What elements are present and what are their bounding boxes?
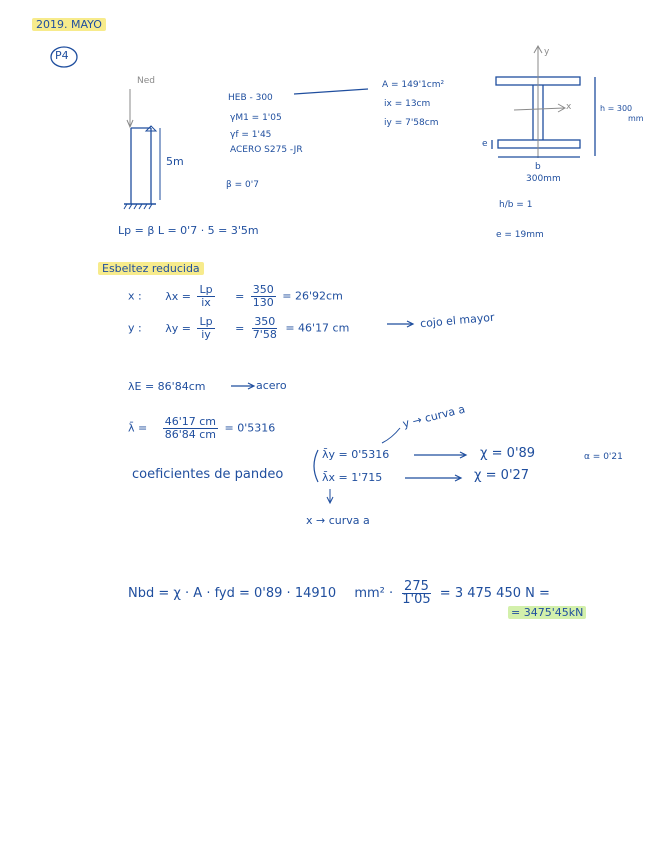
lambda-bar-num: 46'17 cm bbox=[164, 415, 217, 428]
y-axis-label: y bbox=[544, 47, 550, 57]
steel-grade: ACERO S275 -JR bbox=[230, 145, 303, 155]
slenderness-x bbox=[128, 284, 343, 309]
section-title-text: Esbeltez reducida bbox=[98, 262, 204, 275]
lambda-y-bar: λ̄y = 0'5316 bbox=[322, 448, 390, 461]
lambda-y-den: 7'58 bbox=[252, 328, 277, 341]
lambda-y-result: = 46'17 cm bbox=[285, 321, 350, 335]
nbd-result: = 3 475 450 N = bbox=[439, 586, 550, 601]
nbd-lhs: Nbd = χ · A · fyd = 0'89 · 14910 bbox=[128, 586, 337, 601]
lambda-x: λx = bbox=[165, 289, 191, 303]
h-unit: mm bbox=[628, 114, 644, 123]
y-axis-tag: y : bbox=[128, 321, 142, 335]
date-header bbox=[32, 18, 106, 31]
b-value: 300mm bbox=[526, 174, 561, 184]
nbd-num: 275 bbox=[404, 579, 429, 594]
alpha-value: α = 0'21 bbox=[584, 452, 623, 462]
lambda-bar-fraction bbox=[163, 416, 218, 441]
beta-value: β = 0'7 bbox=[226, 180, 259, 190]
section-title bbox=[98, 262, 204, 275]
nbd-den: 1'05 bbox=[402, 592, 431, 607]
chi-x: χ = 0'27 bbox=[474, 468, 530, 483]
date-text: 2019. MAYO bbox=[32, 18, 106, 31]
problem-label: P4 bbox=[55, 49, 69, 62]
x-axis-tag: x : bbox=[128, 289, 142, 303]
lambda-bar-result: = 0'5316 bbox=[224, 421, 276, 435]
lambda-bar-label: λ̄ = bbox=[128, 421, 148, 435]
area-value: A = 149'1cm² bbox=[382, 80, 445, 90]
h-b-ratio: h/b = 1 bbox=[499, 200, 533, 210]
coef-title: coeficientes de pandeo bbox=[132, 467, 284, 482]
e-value: e = 19mm bbox=[496, 230, 544, 240]
lambda-x-frac-num: Lp bbox=[199, 283, 213, 296]
lambda-bar-den: 86'84 cm bbox=[164, 428, 217, 441]
lambda-x-bar: λ̄x = 1'715 bbox=[322, 471, 383, 484]
lambda-bar bbox=[128, 416, 275, 441]
ix-value: ix = 13cm bbox=[384, 99, 431, 109]
lambda-y-num: 350 bbox=[254, 315, 276, 328]
curva-top-note: y → curva a bbox=[401, 402, 467, 431]
nbd-final-text: = 3475'45kN bbox=[508, 606, 586, 619]
lambda-y-eq: = bbox=[235, 321, 245, 335]
lambda-x-eq: = bbox=[235, 289, 245, 303]
nbd-unit: mm² · bbox=[354, 586, 394, 601]
x-axis-label: x bbox=[566, 102, 572, 112]
i-section-sketch bbox=[492, 46, 595, 158]
gamma-m1: γM1 = 1'05 bbox=[230, 113, 282, 123]
nbd-equation bbox=[128, 581, 550, 606]
lambda-x-fraction bbox=[197, 284, 214, 309]
lambda-y-frac-num: Lp bbox=[199, 315, 213, 328]
slenderness-y bbox=[128, 316, 349, 341]
curva-arrow bbox=[382, 428, 400, 443]
lambda-x-values bbox=[251, 284, 276, 309]
mayor-note: cojo el mayor bbox=[419, 310, 496, 331]
load-label: Ned bbox=[137, 76, 155, 86]
buckling-length: Lp = β L = 0'7 · 5 = 3'5m bbox=[118, 224, 259, 237]
column-sketch bbox=[124, 89, 160, 209]
lambda-y-values bbox=[251, 316, 279, 341]
nbd-final bbox=[508, 606, 586, 619]
coef-brace bbox=[314, 450, 318, 482]
lambda-e: λE = 86'84cm bbox=[128, 380, 206, 393]
x-curva-note: x → curva a bbox=[306, 514, 370, 527]
chi-y: χ = 0'89 bbox=[480, 446, 536, 461]
h-label: h = 300 bbox=[600, 104, 633, 113]
lambda-y-frac-den: iy bbox=[201, 328, 211, 341]
lambda-x-den: 130 bbox=[252, 296, 274, 309]
gamma-f: γf = 1'45 bbox=[230, 130, 272, 140]
lambda-y-fraction bbox=[197, 316, 214, 341]
iy-value: iy = 7'58cm bbox=[384, 118, 439, 128]
heb-label: HEB - 300 bbox=[228, 93, 273, 103]
nbd-fraction bbox=[400, 581, 432, 606]
b-label: b bbox=[535, 162, 541, 172]
lambda-y: λy = bbox=[165, 321, 191, 335]
heb-arrow bbox=[294, 89, 368, 94]
height-label: 5m bbox=[166, 155, 184, 168]
acero-note: acero bbox=[256, 379, 287, 392]
lambda-x-frac-den: ix bbox=[201, 296, 211, 309]
lambda-x-num: 350 bbox=[252, 283, 274, 296]
e-label: e bbox=[482, 139, 488, 149]
lambda-x-result: = 26'92cm bbox=[282, 289, 343, 303]
